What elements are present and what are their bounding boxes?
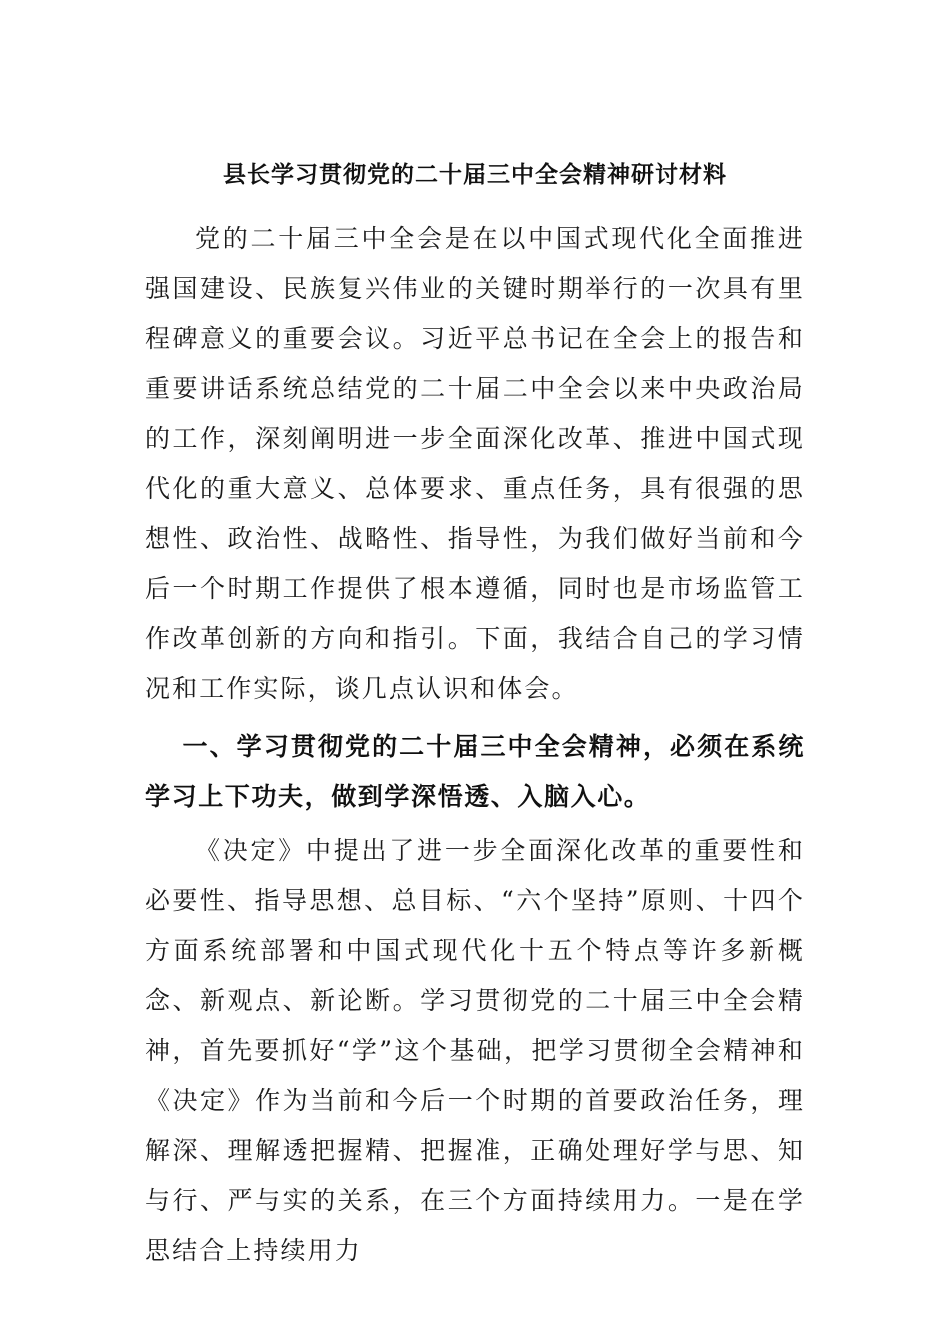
document-body bbox=[145, 150, 805, 1276]
document-title: 县长学习贯彻党的二十届三中全会精神研讨材料 bbox=[223, 162, 727, 188]
section-1-heading: 一、学习贯彻党的二十届三中全会精神，必须在系统学习上下功夫，做到学深悟透、入脑入心。 bbox=[145, 732, 805, 811]
intro-paragraph: 党的二十届三中全会是在以中国式现代化全面推进强国建设、民族复兴伟业的关键时期举行的一次具有里程碑意义的重要会议。习近平总书记在全会上的报告和重要讲话系统总结党的二十届二中全会以来中央政治局的工作，深刻阐明进一步全面深化改革、推进中国式现代化的重大意义、总体要求、重点任务，具有很强的思想性、政治性、战略性、指导性，为我们做好当前和今后一个时期工作提供了根本遵循，同时也是市场监管工作改革创新的方向和指引。下面，我结合自己的学习情况和工作实际，谈几点认识和体会。 bbox=[145, 224, 805, 703]
section-1-paragraph: 《决定》中提出了进一步全面深化改革的重要性和必要性、指导思想、总目标、“六个坚持”原则、十四个方面系统部署和中国式现代化十五个特点等许多新概念、新观点、新论断。学习贯彻党的二十届三中全会精神，首先要抓好“学”这个基础，把学习贯彻全会精神和《决定》作为当前和今后一个时期的首要政治任务，理解深、理解透把握精、把握准，正确处理好学与思、知与行、严与实的关系，在三个方面持续用力。一是在学思结合上持续用力 bbox=[145, 836, 805, 1265]
